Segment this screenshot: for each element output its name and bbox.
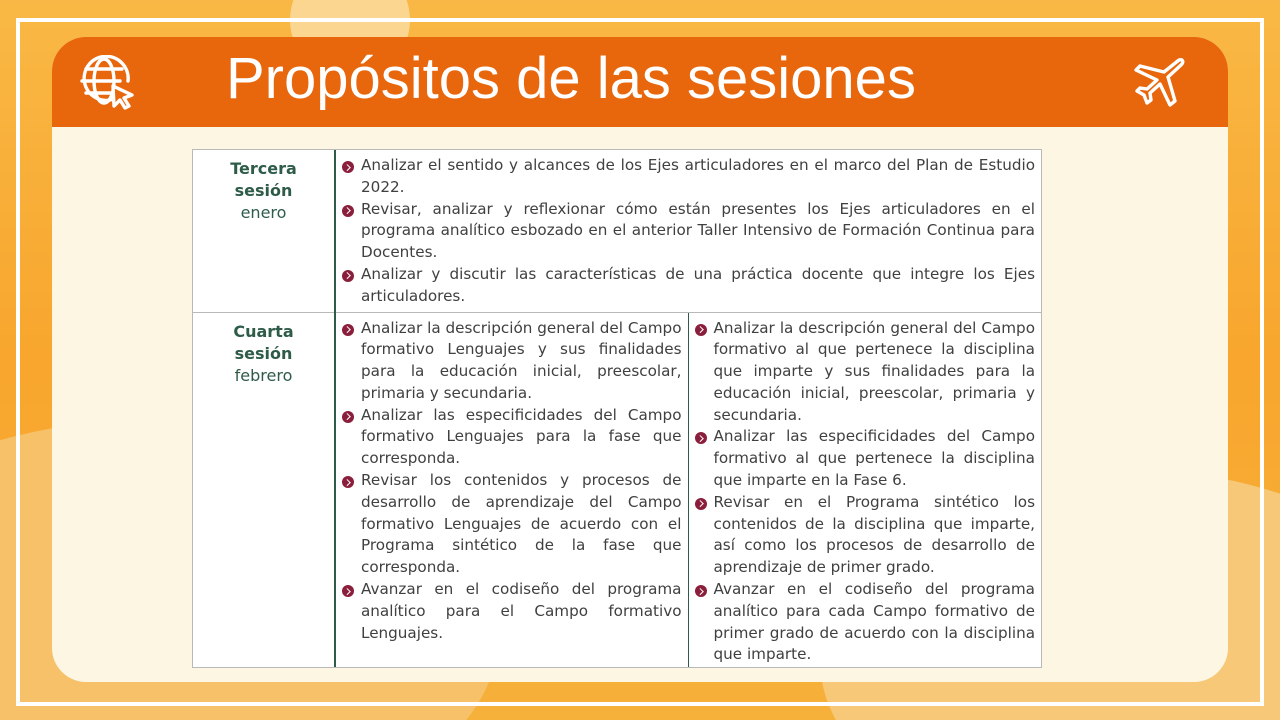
session-month: febrero [234, 365, 293, 385]
purpose-text: Revisar, analizar y reflexionar cómo están presentes los Ejes articuladores en el programa analítico esbozado en el anterior Taller Intensivo de Formación Continua para Docentes. [361, 199, 1035, 262]
session-name: Cuarta [233, 321, 294, 341]
chevron-bullet-icon [342, 161, 354, 173]
purpose-text: Analizar la descripción general del Campo formativo Lenguajes y sus finalidades para la educación inicial, preescolar, primaria y secundaria. [361, 318, 682, 402]
purpose-list [336, 313, 688, 645]
list-item [695, 426, 1036, 491]
list-item [342, 405, 682, 470]
purpose-text: Avanzar en el codiseño del programa analítico para cada Campo formativo de primer grado de acuerdo con la disciplina que imparte. [713, 580, 1035, 664]
purpose-text: Analizar y discutir las características de una práctica docente que integre los Ejes articuladores. [361, 264, 1035, 305]
purpose-text: Analizar las especificidades del Campo formativo Lenguajes para la fase que corresponda. [361, 405, 682, 468]
chevron-bullet-icon [695, 432, 707, 444]
list-item [342, 155, 1035, 199]
chevron-bullet-icon [695, 498, 707, 510]
session-label-cell [193, 150, 335, 312]
chevron-bullet-icon [342, 585, 354, 597]
purpose-text: Analizar las especificidades del Campo formativo al que pertenece la disciplina que imparte en la Fase 6. [713, 427, 1035, 490]
list-item [695, 492, 1036, 579]
list-item [342, 470, 682, 579]
list-item [695, 318, 1036, 427]
list-item [695, 579, 1036, 666]
chevron-bullet-icon [342, 205, 354, 217]
purpose-text: Revisar en el Programa sintético los contenidos de la disciplina que imparte, así como los procesos de desarrollo de aprendizaje de primer grado. [713, 492, 1035, 577]
table-row [193, 312, 1041, 667]
session-month: enero [240, 203, 287, 222]
session-name: sesión [234, 181, 293, 200]
table-row [193, 150, 1041, 312]
chevron-bullet-icon [695, 585, 707, 597]
session-label-cell [193, 312, 335, 667]
sessions-grid [193, 150, 1041, 667]
purpose-text: Avanzar en el codiseño del programa analítico para el Campo formativo Lenguajes. [361, 580, 682, 642]
chevron-bullet-icon [695, 324, 707, 336]
page-title: Propósitos de las sesiones [226, 46, 916, 111]
purposes-cell-left [335, 312, 688, 667]
chevron-bullet-icon [342, 270, 354, 282]
chevron-bullet-icon [342, 324, 354, 336]
session-name: sesión [234, 343, 293, 363]
airplane-icon [1132, 55, 1186, 109]
chevron-bullet-icon [342, 411, 354, 423]
list-item [342, 199, 1035, 264]
slide-header [52, 37, 1228, 127]
list-item [342, 318, 682, 405]
purpose-text: Analizar la descripción general del Campo formativo al que pertenece la disciplina que imparte y sus finalidades para la educación inicial, preescolar, primaria y secundaria. [713, 318, 1035, 424]
list-item [342, 579, 682, 644]
globe-cursor-icon [80, 55, 136, 111]
list-item [342, 264, 1035, 308]
purpose-text: Analizar el sentido y alcances de los Ejes articuladores en el marco del Plan de Estudio 2022. [361, 156, 1035, 196]
purpose-list [336, 150, 1041, 308]
purposes-cell [335, 150, 1041, 312]
purpose-list [689, 313, 1042, 667]
sessions-table [192, 149, 1042, 668]
purpose-text: Revisar los contenidos y procesos de desarrollo de aprendizaje del Campo formativo Lenguajes de acuerdo con el Programa sintético de la fase que corresponda. [361, 471, 682, 577]
session-name: Tercera [230, 159, 297, 178]
chevron-bullet-icon [342, 476, 354, 488]
purposes-cell-right [688, 312, 1041, 667]
